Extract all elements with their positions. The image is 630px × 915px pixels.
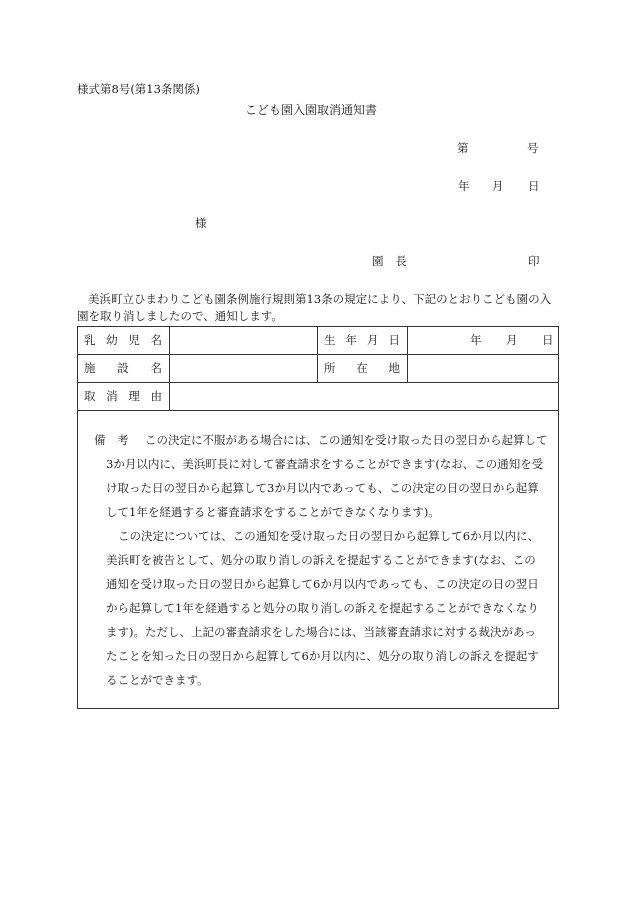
remarks-box: [77, 410, 559, 709]
column-divider: [317, 327, 318, 354]
remarks-line: け取った日の翌日から起算して3か月以内であっても、この決定の日の翌日から起算: [106, 481, 539, 495]
remarks-line: この決定については、この通知を受け取った日の翌日から起算して6か月以内に、: [118, 529, 540, 543]
child-name-label: 乳 幼 児 名: [84, 333, 162, 347]
document-number-prefix: 第: [457, 141, 469, 155]
location-value[interactable]: [413, 355, 553, 382]
document-title: こども園入園取消通知書: [245, 103, 378, 117]
table-row-facility: [78, 355, 558, 383]
remarks-line: 3か月以内に、美浜町長に対して審査請求をすることができます(なお、この通知を受: [106, 457, 544, 471]
remarks-line: して1年を経過すると審査請求をすることができなくなります)。: [106, 505, 440, 519]
remarks-label: 備 考: [94, 433, 129, 447]
column-divider: [407, 355, 408, 382]
principal-title: 園長: [372, 254, 419, 268]
birth-day: 日: [542, 333, 554, 347]
remarks-line: この決定に不服がある場合には、この通知を受け取った日の翌日から起算して: [145, 433, 548, 447]
location-label: 所 在 地: [324, 361, 400, 375]
issue-date-day: 日: [528, 179, 540, 193]
remarks-line: ます)。ただし、上記の審査請求をした場合には、当該審査請求に対する裁決があっ: [106, 625, 536, 639]
column-divider: [317, 355, 318, 382]
reason-value[interactable]: [175, 383, 551, 410]
seal-mark: 印: [528, 254, 540, 268]
facility-label: 施 設 名: [84, 361, 162, 375]
remarks-line: から起算して1年を経過すると処分の取り消しの訴えを提起することができなくなり: [106, 601, 539, 615]
facility-value[interactable]: [175, 355, 315, 382]
table-row-child: [78, 327, 558, 355]
column-divider: [169, 327, 170, 354]
column-divider: [169, 383, 170, 410]
remarks-line: たことを知った日の翌日から起算して6か月以内に、処分の取り消しの訴えを提起す: [106, 649, 539, 663]
issue-date-month: 月: [492, 179, 504, 193]
reason-label: 取 消 理 由: [84, 389, 162, 403]
column-divider: [407, 327, 408, 354]
document-number-suffix: 号: [527, 141, 539, 155]
birth-year: 年: [470, 333, 482, 347]
birthdate-label: 生 年 月 日: [324, 333, 400, 347]
child-name-value[interactable]: [175, 327, 315, 354]
form-number: 様式第8号(第13条関係): [77, 82, 200, 96]
column-divider: [169, 355, 170, 382]
info-table: [77, 326, 559, 411]
remarks-line: 美浜町を被告として、処分の取り消しの訴えを提起することができます(なお、この: [106, 553, 536, 567]
issue-date-year: 年: [458, 179, 470, 193]
remarks-line: 通知を受け取った日の翌日から起算して6か月以内であっても、この決定の日の翌日: [106, 577, 539, 591]
remarks-line: ることができます。: [106, 673, 209, 687]
addressee-honorific: 様: [195, 216, 207, 230]
intro-paragraph: 美浜町立ひまわりこども園条例施行規則第13条の規定により、下記のとおりこども園の入園を取り消しましたので、通知します。: [77, 292, 552, 323]
table-row-reason: [78, 383, 558, 410]
birth-month: 月: [506, 333, 518, 347]
